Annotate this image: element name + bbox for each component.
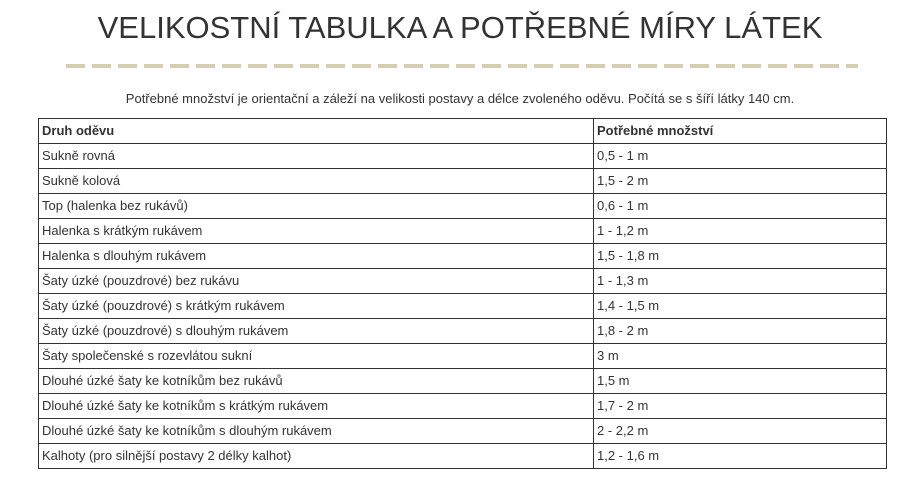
amount-cell: 0,6 - 1 m [594, 194, 887, 219]
table-row [39, 144, 887, 169]
table-row [39, 294, 887, 319]
table-row [39, 219, 887, 244]
amount-cell: 1,2 - 1,6 m [594, 444, 887, 469]
garment-cell: Šaty úzké (pouzdrové) s dlouhým rukávem [39, 319, 594, 344]
garment-cell: Dlouhé úzké šaty ke kotníkům s krátkým rukávem [39, 394, 594, 419]
amount-cell: 1,5 m [594, 369, 887, 394]
amount-cell: 1,5 - 1,8 m [594, 244, 887, 269]
fabric-size-table [38, 118, 887, 469]
garment-cell: Šaty úzké (pouzdrové) s krátkým rukávem [39, 294, 594, 319]
amount-cell: 1,8 - 2 m [594, 319, 887, 344]
column-header-amount: Potřebné množství [594, 119, 887, 144]
table-row [39, 244, 887, 269]
amount-cell: 1,7 - 2 m [594, 394, 887, 419]
dashed-divider [66, 64, 858, 68]
garment-cell: Šaty úzké (pouzdrové) bez rukávu [39, 269, 594, 294]
column-header-garment: Druh oděvu [39, 119, 594, 144]
table-row [39, 369, 887, 394]
garment-cell: Halenka s dlouhým rukávem [39, 244, 594, 269]
garment-cell: Kalhoty (pro silnější postavy 2 délky kalhot) [39, 444, 594, 469]
amount-cell: 1,4 - 1,5 m [594, 294, 887, 319]
amount-cell: 1 - 1,2 m [594, 219, 887, 244]
table-row [39, 319, 887, 344]
garment-cell: Sukně kolová [39, 169, 594, 194]
garment-cell: Dlouhé úzké šaty ke kotníkům s dlouhým rukávem [39, 419, 594, 444]
garment-cell: Dlouhé úzké šaty ke kotníkům bez rukávů [39, 369, 594, 394]
table-row [39, 169, 887, 194]
amount-cell: 1 - 1,3 m [594, 269, 887, 294]
garment-cell: Sukně rovná [39, 144, 594, 169]
amount-cell: 2 - 2,2 m [594, 419, 887, 444]
table-row [39, 394, 887, 419]
amount-cell: 0,5 - 1 m [594, 144, 887, 169]
table-row [39, 444, 887, 469]
table-row [39, 194, 887, 219]
garment-cell: Top (halenka bez rukávů) [39, 194, 594, 219]
amount-cell: 1,5 - 2 m [594, 169, 887, 194]
table-row [39, 344, 887, 369]
page-title: VELIKOSTNÍ TABULKA A POTŘEBNÉ MÍRY LÁTEK [97, 10, 823, 45]
amount-cell: 3 m [594, 344, 887, 369]
table-row [39, 269, 887, 294]
garment-cell: Halenka s krátkým rukávem [39, 219, 594, 244]
garment-cell: Šaty společenské s rozevlátou sukní [39, 344, 594, 369]
table-row [39, 419, 887, 444]
table-header-row [39, 119, 887, 144]
intro-text: Potřebné množství je orientační a záleží na velikosti postavy a délce zvoleného oděvu. Počítá se s šíří látky 140 cm. [125, 91, 795, 106]
